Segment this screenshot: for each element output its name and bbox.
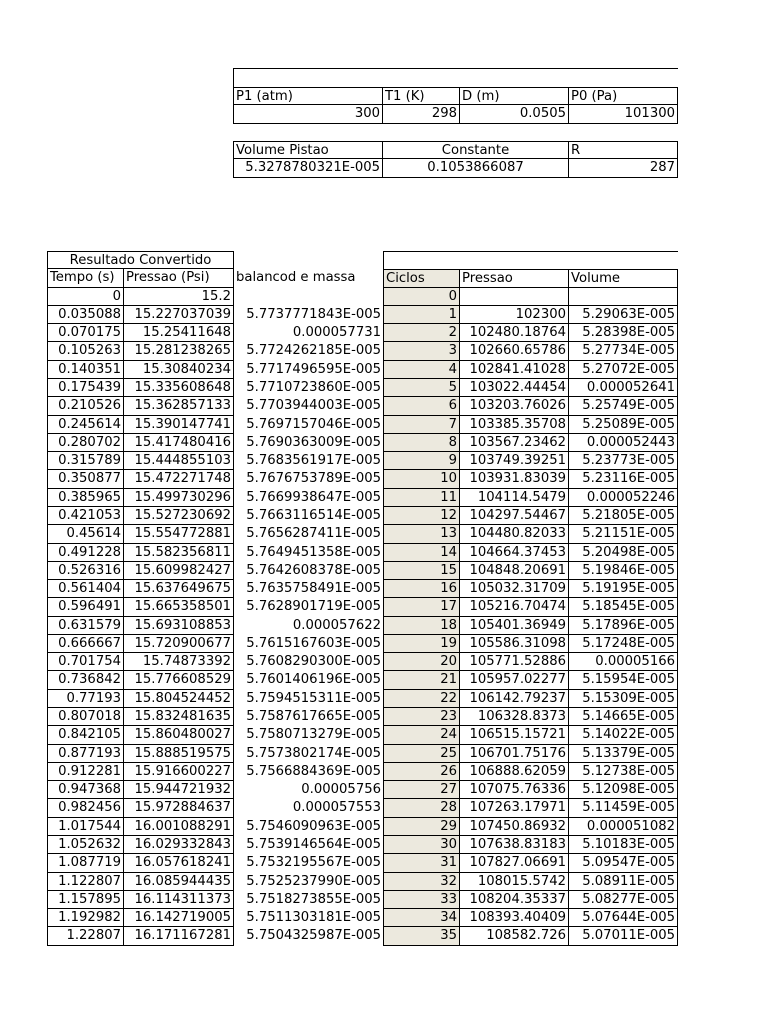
- left-cell-balanco[interactable]: 5.7608290300E-005: [246, 654, 381, 670]
- right-cell-ciclo[interactable]: 23: [383, 708, 460, 726]
- left-cell-tempo[interactable]: 1.087719: [47, 854, 124, 872]
- right-cell-pressao[interactable]: 108015.5742: [460, 873, 569, 891]
- right-cell-ciclo[interactable]: 6: [383, 397, 460, 415]
- left-cell-balanco[interactable]: 5.7710723860E-005: [246, 380, 381, 395]
- right-cell-ciclo[interactable]: 31: [383, 854, 460, 872]
- right-cell-volume[interactable]: 5.21151E-005: [569, 525, 678, 543]
- left-cell-balanco[interactable]: 0.00005756: [301, 782, 381, 798]
- right-cell-pressao[interactable]: 106142.79237: [460, 690, 569, 708]
- left-cell-pressao[interactable]: 15.944721932: [124, 781, 234, 799]
- right-cell-ciclo[interactable]: 15: [383, 562, 460, 580]
- right-cell-ciclo[interactable]: 32: [383, 873, 460, 891]
- left-cell-pressao[interactable]: 15.74873392: [124, 653, 234, 671]
- right-cell-ciclo[interactable]: 35: [383, 927, 460, 945]
- left-cell-balanco[interactable]: 5.7724262185E-005: [246, 343, 381, 359]
- right-cell-volume[interactable]: 5.14022E-005: [569, 726, 678, 744]
- right-cell-ciclo[interactable]: 21: [383, 671, 460, 689]
- right-cell-ciclo[interactable]: 2: [383, 324, 460, 342]
- right-cell-volume[interactable]: 5.07644E-005: [569, 909, 678, 927]
- right-cell-pressao[interactable]: 103931.83039: [460, 470, 569, 488]
- right-cell-volume[interactable]: 5.20498E-005: [569, 544, 678, 562]
- left-cell-pressao[interactable]: 15.776608529: [124, 671, 234, 689]
- right-cell-pressao[interactable]: 107075.76336: [460, 781, 569, 799]
- param-header-d[interactable]: D (m): [460, 87, 569, 105]
- left-cell-tempo[interactable]: 1.052632: [47, 836, 124, 854]
- left-cell-tempo[interactable]: 0.842105: [47, 726, 124, 744]
- left-cell-balanco[interactable]: 5.7669938647E-005: [246, 489, 381, 505]
- const-header-volume[interactable]: Volume Pistao: [233, 141, 383, 159]
- param-value-t1[interactable]: 298: [383, 105, 460, 123]
- left-cell-pressao[interactable]: 15.2: [124, 288, 234, 306]
- right-cell-pressao[interactable]: 103203.76026: [460, 397, 569, 415]
- left-cell-tempo[interactable]: 0.280702: [47, 434, 124, 452]
- right-cell-volume[interactable]: 5.23116E-005: [569, 470, 678, 488]
- right-cell-ciclo[interactable]: 27: [383, 781, 460, 799]
- right-cell-pressao[interactable]: 107638.83183: [460, 836, 569, 854]
- left-cell-balanco[interactable]: 5.7580713279E-005: [246, 727, 381, 743]
- left-cell-balanco[interactable]: 5.7717496595E-005: [246, 361, 381, 377]
- right-cell-ciclo[interactable]: 26: [383, 763, 460, 781]
- left-cell-balanco[interactable]: 5.7539146564E-005: [246, 837, 381, 852]
- left-cell-balanco[interactable]: 5.7628901719E-005: [246, 599, 381, 615]
- left-cell-tempo[interactable]: 0.421053: [47, 507, 124, 525]
- right-cell-volume[interactable]: 5.09547E-005: [569, 854, 678, 872]
- right-cell-volume[interactable]: 5.15309E-005: [569, 690, 678, 708]
- right-cell-pressao[interactable]: 104114.5479: [460, 489, 569, 507]
- left-cell-tempo[interactable]: 0.666667: [47, 635, 124, 653]
- left-cell-balanco[interactable]: 0.000057731: [292, 325, 381, 341]
- left-cell-pressao[interactable]: 15.390147741: [124, 416, 234, 434]
- right-header-volume[interactable]: Volume: [569, 269, 678, 287]
- right-cell-ciclo[interactable]: 9: [383, 452, 460, 470]
- left-cell-pressao[interactable]: 15.25411648: [124, 324, 234, 342]
- right-cell-ciclo[interactable]: 8: [383, 434, 460, 452]
- right-cell-ciclo[interactable]: 14: [383, 544, 460, 562]
- left-cell-tempo[interactable]: 0: [47, 288, 124, 306]
- right-cell-ciclo[interactable]: 25: [383, 745, 460, 763]
- right-cell-pressao[interactable]: 108393.40409: [460, 909, 569, 927]
- right-cell-ciclo[interactable]: 13: [383, 525, 460, 543]
- right-cell-volume[interactable]: 5.19846E-005: [569, 562, 678, 580]
- left-cell-tempo[interactable]: 0.385965: [47, 489, 124, 507]
- left-cell-tempo[interactable]: 0.631579: [47, 617, 124, 635]
- right-cell-ciclo[interactable]: 16: [383, 580, 460, 598]
- left-cell-balanco[interactable]: 5.7649451358E-005: [246, 544, 381, 560]
- left-cell-tempo[interactable]: 0.77193: [47, 690, 124, 708]
- right-cell-ciclo[interactable]: 1: [383, 306, 460, 324]
- right-cell-volume[interactable]: 5.18545E-005: [569, 598, 678, 616]
- const-header-r[interactable]: R: [569, 141, 678, 159]
- right-cell-ciclo[interactable]: 7: [383, 416, 460, 434]
- left-cell-balanco[interactable]: 5.7642608378E-005: [246, 562, 381, 578]
- param-header-p0[interactable]: P0 (Pa): [569, 87, 678, 105]
- left-cell-pressao[interactable]: 16.001088291: [124, 818, 234, 836]
- right-cell-volume[interactable]: 5.12738E-005: [569, 763, 678, 781]
- left-cell-tempo[interactable]: 0.561404: [47, 580, 124, 598]
- left-cell-balanco[interactable]: 5.7656287411E-005: [246, 526, 381, 542]
- param-header-p1[interactable]: P1 (atm): [233, 87, 383, 105]
- right-cell-volume[interactable]: 5.12098E-005: [569, 781, 678, 799]
- right-cell-ciclo[interactable]: 33: [383, 891, 460, 909]
- right-cell-volume[interactable]: 5.08277E-005: [569, 891, 678, 909]
- left-cell-balanco[interactable]: 5.7601406196E-005: [246, 672, 381, 688]
- left-cell-tempo[interactable]: 0.245614: [47, 416, 124, 434]
- right-cell-pressao[interactable]: 106328.8373: [460, 708, 569, 726]
- right-cell-pressao[interactable]: 105957.02277: [460, 671, 569, 689]
- left-cell-balanco[interactable]: 5.7737771843E-005: [246, 306, 381, 322]
- left-cell-balanco[interactable]: 5.7566884369E-005: [246, 763, 381, 779]
- right-cell-ciclo[interactable]: 24: [383, 726, 460, 744]
- left-cell-pressao[interactable]: 15.472271748: [124, 470, 234, 488]
- left-cell-pressao[interactable]: 15.281238265: [124, 342, 234, 360]
- left-cell-tempo[interactable]: 0.350877: [47, 470, 124, 488]
- left-cell-pressao[interactable]: 15.335608648: [124, 379, 234, 397]
- right-cell-volume[interactable]: 5.11459E-005: [569, 799, 678, 817]
- left-cell-balanco[interactable]: 5.7587617665E-005: [246, 709, 381, 725]
- right-cell-pressao[interactable]: 105216.70474: [460, 598, 569, 616]
- right-cell-ciclo[interactable]: 20: [383, 653, 460, 671]
- right-cell-ciclo[interactable]: 19: [383, 635, 460, 653]
- left-cell-pressao[interactable]: 15.693108853: [124, 617, 234, 635]
- left-cell-tempo[interactable]: 0.315789: [47, 452, 124, 470]
- right-cell-ciclo[interactable]: 17: [383, 598, 460, 616]
- left-cell-balanco[interactable]: 5.7573802174E-005: [246, 745, 381, 761]
- left-cell-balanco[interactable]: 0.000057553: [292, 800, 381, 816]
- left-cell-balanco[interactable]: 5.7518273855E-005: [246, 891, 381, 907]
- right-cell-pressao[interactable]: 102660.65786: [460, 342, 569, 360]
- right-cell-volume[interactable]: 5.17896E-005: [569, 617, 678, 635]
- right-cell-volume[interactable]: 5.27734E-005: [569, 342, 678, 360]
- left-cell-pressao[interactable]: 15.554772881: [124, 525, 234, 543]
- right-cell-ciclo[interactable]: 22: [383, 690, 460, 708]
- right-cell-ciclo[interactable]: 0: [383, 288, 460, 306]
- left-cell-tempo[interactable]: 1.122807: [47, 873, 124, 891]
- left-cell-tempo[interactable]: 0.701754: [47, 653, 124, 671]
- right-cell-ciclo[interactable]: 18: [383, 617, 460, 635]
- right-cell-volume[interactable]: 5.10183E-005: [569, 836, 678, 854]
- const-value-r[interactable]: 287: [569, 159, 678, 177]
- left-cell-balanco[interactable]: 5.7703944003E-005: [246, 398, 381, 414]
- right-cell-volume[interactable]: 0.000052443: [569, 434, 678, 452]
- right-cell-volume[interactable]: 5.27072E-005: [569, 361, 678, 379]
- left-cell-pressao[interactable]: 16.142719005: [124, 909, 234, 927]
- left-header-balanco[interactable]: balancod e massa: [236, 270, 356, 286]
- left-cell-balanco[interactable]: 0.000057622: [292, 617, 381, 633]
- right-cell-pressao[interactable]: 104664.37453: [460, 544, 569, 562]
- right-cell-volume[interactable]: 5.23773E-005: [569, 452, 678, 470]
- left-cell-tempo[interactable]: 0.526316: [47, 562, 124, 580]
- right-cell-volume[interactable]: 5.13379E-005: [569, 745, 678, 763]
- left-cell-balanco[interactable]: 5.7683561917E-005: [246, 453, 381, 469]
- right-cell-volume[interactable]: 0.00005166: [569, 653, 678, 671]
- right-cell-pressao[interactable]: 104848.20691: [460, 562, 569, 580]
- left-cell-pressao[interactable]: 15.527230692: [124, 507, 234, 525]
- right-cell-pressao[interactable]: 106888.62059: [460, 763, 569, 781]
- left-cell-pressao[interactable]: 15.30840234: [124, 361, 234, 379]
- left-cell-tempo[interactable]: 0.175439: [47, 379, 124, 397]
- right-cell-volume[interactable]: 0.000052641: [569, 379, 678, 397]
- left-cell-pressao[interactable]: 15.832481635: [124, 708, 234, 726]
- param-header-t1[interactable]: T1 (K): [383, 87, 460, 105]
- left-cell-pressao[interactable]: 15.804524452: [124, 690, 234, 708]
- right-cell-pressao[interactable]: 103385.35708: [460, 416, 569, 434]
- left-cell-tempo[interactable]: 0.947368: [47, 781, 124, 799]
- right-cell-pressao[interactable]: 105586.31098: [460, 635, 569, 653]
- left-cell-pressao[interactable]: 15.860480027: [124, 726, 234, 744]
- right-cell-ciclo[interactable]: 10: [383, 470, 460, 488]
- left-cell-tempo[interactable]: 0.912281: [47, 763, 124, 781]
- right-cell-volume[interactable]: 5.15954E-005: [569, 671, 678, 689]
- left-cell-pressao[interactable]: 15.582356811: [124, 544, 234, 562]
- left-cell-balanco[interactable]: 5.7504325987E-005: [246, 928, 381, 944]
- right-cell-volume[interactable]: 5.28398E-005: [569, 324, 678, 342]
- left-cell-balanco[interactable]: 5.7663116514E-005: [246, 507, 381, 523]
- left-cell-tempo[interactable]: 0.105263: [47, 342, 124, 360]
- left-cell-pressao[interactable]: 15.972884637: [124, 799, 234, 817]
- param-value-p1[interactable]: 300: [233, 105, 383, 123]
- left-cell-balanco[interactable]: 5.7635758491E-005: [246, 581, 381, 597]
- left-cell-balanco[interactable]: 5.7525237990E-005: [246, 873, 381, 889]
- left-cell-pressao[interactable]: 16.171167281: [124, 927, 234, 945]
- right-cell-volume[interactable]: [569, 288, 678, 306]
- right-cell-ciclo[interactable]: 34: [383, 909, 460, 927]
- left-cell-tempo[interactable]: 0.982456: [47, 799, 124, 817]
- left-cell-tempo[interactable]: 0.596491: [47, 598, 124, 616]
- left-header-pressao[interactable]: Pressao (Psi): [124, 269, 234, 287]
- left-cell-pressao[interactable]: 15.888519575: [124, 745, 234, 763]
- left-cell-balanco[interactable]: 5.7511303181E-005: [246, 910, 381, 926]
- right-cell-pressao[interactable]: 104297.54467: [460, 507, 569, 525]
- right-cell-ciclo[interactable]: 29: [383, 818, 460, 836]
- left-cell-tempo[interactable]: 1.192982: [47, 909, 124, 927]
- right-cell-pressao[interactable]: [460, 288, 569, 306]
- right-cell-ciclo[interactable]: 4: [383, 361, 460, 379]
- right-cell-pressao[interactable]: 107450.86932: [460, 818, 569, 836]
- left-cell-pressao[interactable]: 15.720900677: [124, 635, 234, 653]
- left-cell-balanco[interactable]: 5.7615167603E-005: [246, 635, 381, 651]
- right-cell-pressao[interactable]: 106701.75176: [460, 745, 569, 763]
- left-cell-pressao[interactable]: 15.417480416: [124, 434, 234, 452]
- left-cell-pressao[interactable]: 15.227037039: [124, 306, 234, 324]
- left-cell-pressao[interactable]: 15.499730296: [124, 489, 234, 507]
- left-cell-balanco[interactable]: 5.7594515311E-005: [246, 690, 381, 706]
- left-table-title[interactable]: Resultado Convertido: [47, 251, 234, 269]
- right-cell-volume[interactable]: 5.25089E-005: [569, 416, 678, 434]
- left-cell-pressao[interactable]: 15.362857133: [124, 397, 234, 415]
- left-cell-balanco[interactable]: 5.7676753789E-005: [246, 471, 381, 487]
- right-cell-volume[interactable]: 5.25749E-005: [569, 397, 678, 415]
- right-cell-pressao[interactable]: 103567.23462: [460, 434, 569, 452]
- left-cell-tempo[interactable]: 0.210526: [47, 397, 124, 415]
- left-cell-tempo[interactable]: 0.140351: [47, 361, 124, 379]
- left-cell-pressao[interactable]: 16.057618241: [124, 854, 234, 872]
- right-cell-pressao[interactable]: 102480.18764: [460, 324, 569, 342]
- param-value-d[interactable]: 0.0505: [460, 105, 569, 123]
- left-cell-balanco[interactable]: 5.7697157046E-005: [246, 416, 381, 432]
- const-header-constante[interactable]: Constante: [383, 141, 569, 159]
- right-cell-volume[interactable]: 0.000052246: [569, 489, 678, 507]
- left-cell-pressao[interactable]: 15.665358501: [124, 598, 234, 616]
- right-cell-ciclo[interactable]: 3: [383, 342, 460, 360]
- right-cell-pressao[interactable]: 102300: [460, 306, 569, 324]
- right-cell-pressao[interactable]: 105032.31709: [460, 580, 569, 598]
- right-cell-ciclo[interactable]: 30: [383, 836, 460, 854]
- right-cell-pressao[interactable]: 103022.44454: [460, 379, 569, 397]
- left-cell-pressao[interactable]: 15.916600227: [124, 763, 234, 781]
- left-cell-balanco[interactable]: [234, 288, 383, 306]
- left-cell-tempo[interactable]: 1.22807: [47, 927, 124, 945]
- left-cell-tempo[interactable]: 0.035088: [47, 306, 124, 324]
- left-cell-tempo[interactable]: 0.070175: [47, 324, 124, 342]
- right-header-pressao[interactable]: Pressao: [460, 269, 569, 287]
- right-header-ciclos[interactable]: Ciclos: [383, 269, 460, 287]
- left-cell-tempo[interactable]: 0.807018: [47, 708, 124, 726]
- left-cell-pressao[interactable]: 16.029332843: [124, 836, 234, 854]
- right-cell-pressao[interactable]: 106515.15721: [460, 726, 569, 744]
- const-value-volume[interactable]: 5.3278780321E-005: [233, 159, 383, 177]
- right-cell-volume[interactable]: 5.17248E-005: [569, 635, 678, 653]
- right-cell-pressao[interactable]: 105771.52886: [460, 653, 569, 671]
- right-cell-pressao[interactable]: 107263.17971: [460, 799, 569, 817]
- right-cell-volume[interactable]: 5.14665E-005: [569, 708, 678, 726]
- right-cell-volume[interactable]: 5.19195E-005: [569, 580, 678, 598]
- left-cell-tempo[interactable]: 0.45614: [47, 525, 124, 543]
- right-cell-pressao[interactable]: 104480.82033: [460, 525, 569, 543]
- param-value-p0[interactable]: 101300: [569, 105, 678, 123]
- left-cell-tempo[interactable]: 0.491228: [47, 544, 124, 562]
- right-cell-volume[interactable]: 0.000051082: [569, 818, 678, 836]
- left-cell-pressao[interactable]: 15.444855103: [124, 452, 234, 470]
- right-cell-pressao[interactable]: 107827.06691: [460, 854, 569, 872]
- right-cell-volume[interactable]: 5.07011E-005: [569, 927, 678, 945]
- left-header-tempo[interactable]: Tempo (s): [47, 269, 124, 287]
- right-cell-pressao[interactable]: 108204.35337: [460, 891, 569, 909]
- left-cell-pressao[interactable]: 16.114311373: [124, 891, 234, 909]
- const-value-constante[interactable]: 0.1053866087: [383, 159, 569, 177]
- right-cell-ciclo[interactable]: 12: [383, 507, 460, 525]
- right-cell-ciclo[interactable]: 11: [383, 489, 460, 507]
- left-cell-balanco[interactable]: 5.7690363009E-005: [246, 434, 381, 450]
- right-cell-pressao[interactable]: 108582.726: [460, 927, 569, 945]
- right-cell-volume[interactable]: 5.08911E-005: [569, 873, 678, 891]
- right-cell-volume[interactable]: 5.29063E-005: [569, 306, 678, 324]
- left-cell-pressao[interactable]: 15.637649675: [124, 580, 234, 598]
- right-cell-pressao[interactable]: 105401.36949: [460, 617, 569, 635]
- right-cell-pressao[interactable]: 102841.41028: [460, 361, 569, 379]
- left-cell-pressao[interactable]: 15.609982427: [124, 562, 234, 580]
- left-cell-tempo[interactable]: 0.736842: [47, 671, 124, 689]
- left-cell-balanco[interactable]: 5.7546090963E-005: [246, 818, 381, 834]
- left-cell-tempo[interactable]: 0.877193: [47, 745, 124, 763]
- left-cell-pressao[interactable]: 16.085944435: [124, 873, 234, 891]
- right-cell-volume[interactable]: 5.21805E-005: [569, 507, 678, 525]
- right-cell-ciclo[interactable]: 28: [383, 799, 460, 817]
- left-cell-balanco[interactable]: 5.7532195567E-005: [246, 855, 381, 871]
- left-cell-tempo[interactable]: 1.157895: [47, 891, 124, 909]
- left-cell-tempo[interactable]: 1.017544: [47, 818, 124, 836]
- right-cell-pressao[interactable]: 103749.39251: [460, 452, 569, 470]
- right-cell-ciclo[interactable]: 5: [383, 379, 460, 397]
